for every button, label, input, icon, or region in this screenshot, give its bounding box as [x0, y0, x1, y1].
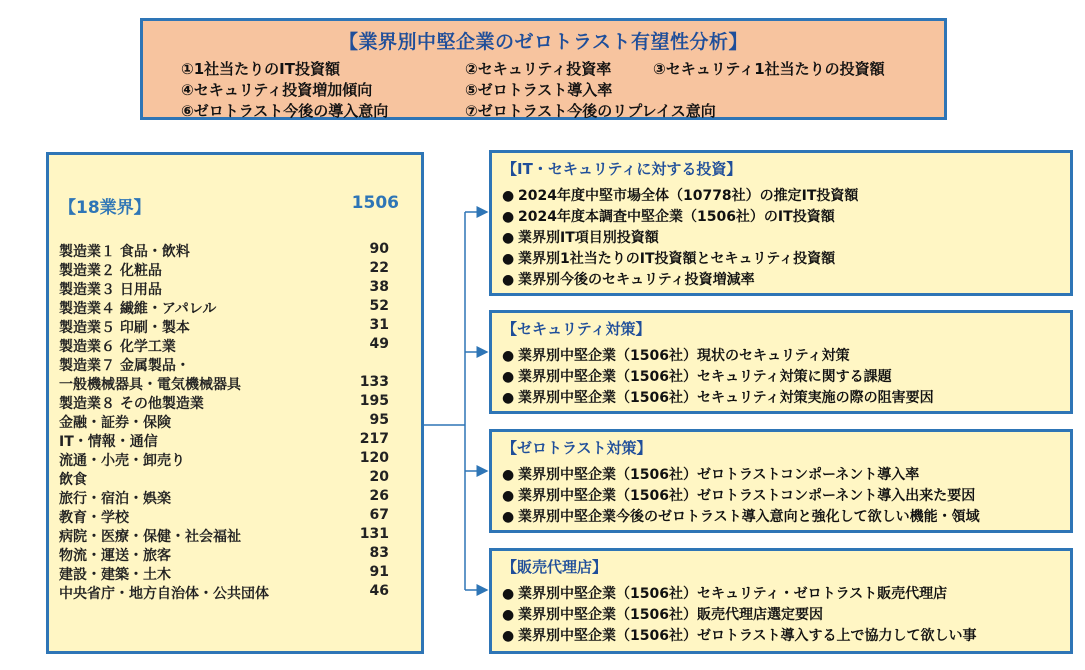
industry-name: 物流・運送・旅客: [59, 548, 171, 564]
metric-3: ③セキュリティ1社当たりの投資額: [653, 60, 885, 78]
industry-row: [59, 336, 389, 355]
industry-name: 一般機械器具・電気機械器具: [59, 377, 241, 393]
category-title: 【ゼロトラスト対策】: [502, 439, 652, 457]
industry-row: [59, 545, 389, 564]
industry-row: [59, 469, 389, 488]
category-item: ● 2024年度本調査中堅企業（1506社）のIT投資額: [502, 209, 835, 225]
industry-name: 製造業２ 化粧品: [59, 263, 162, 279]
industry-row: [59, 241, 389, 260]
industry-name: 製造業６ 化学工業: [59, 339, 176, 355]
bullet-icon: ●: [502, 390, 515, 406]
category-item: ● 業界別IT項目別投資額: [502, 230, 659, 246]
industry-count: 120: [359, 450, 389, 466]
industry-name: 製造業５ 印刷・製本: [59, 320, 190, 336]
industry-count: 52: [369, 298, 389, 314]
bullet-icon: ●: [502, 348, 515, 364]
metric-4: ④セキュリティ投資増加傾向: [181, 81, 373, 99]
metric-1: ①1社当たりのIT投資額: [181, 60, 340, 78]
category-investment-box: [489, 150, 1073, 296]
metric-6: ⑥ゼロトラスト今後の導入意向: [181, 102, 389, 120]
industry-row: [59, 488, 389, 507]
industry-name: IT・情報・通信: [59, 434, 158, 450]
industry-name: 病院・医療・保健・社会福祉: [59, 529, 241, 545]
industry-name: 旅行・宿泊・娯楽: [59, 491, 171, 507]
industry-row: [59, 526, 389, 545]
category-item: ● 業界別中堅企業（1506社）セキュリティ対策実施の際の阻害要因: [502, 390, 934, 406]
industry-count: 38: [369, 279, 389, 295]
industries-heading: 【18業界】: [59, 198, 151, 218]
industry-name: 製造業４ 繊維・アパレル: [59, 301, 217, 317]
industry-name: 金融・証券・保険: [59, 415, 171, 431]
metric-5: ⑤ゼロトラスト導入率: [465, 81, 613, 99]
industry-count: 26: [369, 488, 389, 504]
industry-name: 教育・学校: [59, 510, 129, 526]
industry-count: 131: [359, 526, 389, 542]
category-item: ● 業界別中堅企業（1506社）現状のセキュリティ対策: [502, 348, 850, 364]
industry-name: 中央省庁・地方自治体・公共団体: [59, 586, 269, 602]
industry-count: 95: [369, 412, 389, 428]
industry-name: 製造業１ 食品・飲料: [59, 244, 190, 260]
industry-row: [59, 374, 389, 393]
bullet-icon: ●: [502, 628, 515, 644]
industry-count: 133: [359, 374, 389, 390]
category-security-box: [489, 310, 1073, 414]
industry-row: [59, 393, 389, 412]
category-item: ● 業界別中堅企業今後のゼロトラスト導入意向と強化して欲しい機能・領域: [502, 509, 980, 525]
bullet-icon: ●: [502, 488, 515, 504]
industries-box: [46, 152, 424, 654]
industry-row: [59, 450, 389, 469]
category-reseller-box: [489, 548, 1073, 654]
category-item: ● 業界別1社当たりのIT投資額とセキュリティ投資額: [502, 251, 836, 267]
industry-count: 49: [369, 336, 389, 352]
category-title: 【セキュリティ対策】: [502, 320, 651, 338]
category-item: ● 業界別中堅企業（1506社）セキュリティ・ゼロトラスト販売代理店: [502, 586, 948, 602]
industry-name: 製造業８ その他製造業: [59, 396, 204, 412]
industry-row: [59, 583, 389, 602]
industry-count: 67: [369, 507, 389, 523]
category-zerotrust-box: [489, 429, 1073, 533]
diagram-title: 【業界別中堅企業のゼロトラスト有望性分析】: [339, 31, 748, 53]
industry-row: [59, 431, 389, 450]
industry-row: [59, 355, 389, 374]
industry-name: 飲食: [59, 472, 87, 488]
bullet-icon: ●: [502, 467, 515, 483]
bullet-icon: ●: [502, 209, 515, 225]
category-item: ● 業界別今後のセキュリティ投資増減率: [502, 272, 755, 288]
industry-name: 流通・小売・卸売り: [59, 453, 185, 469]
bullet-icon: ●: [502, 586, 515, 602]
category-item: ● 2024年度中堅市場全体（10778社）の推定IT投資額: [502, 188, 859, 204]
bullet-icon: ●: [502, 188, 515, 204]
industry-row: [59, 298, 389, 317]
industry-row: [59, 412, 389, 431]
industries-total: 1506: [351, 193, 399, 213]
metric-2: ②セキュリティ投資率: [465, 60, 612, 78]
category-item: ● 業界別中堅企業（1506社）販売代理店選定要因: [502, 607, 823, 623]
bullet-icon: ●: [502, 272, 515, 288]
industry-row: [59, 317, 389, 336]
industry-count: 83: [369, 545, 389, 561]
industry-count: 90: [369, 241, 389, 257]
bullet-icon: ●: [502, 230, 515, 246]
metric-7: ⑦ゼロトラスト今後のリプレイス意向: [465, 102, 716, 120]
category-item: ● 業界別中堅企業（1506社）セキュリティ対策に関する課題: [502, 369, 892, 385]
industry-count: 195: [359, 393, 389, 409]
category-item: ● 業界別中堅企業（1506社）ゼロトラストコンポーネント導入率: [502, 467, 920, 483]
industry-row: [59, 564, 389, 583]
industry-count: 46: [369, 583, 389, 599]
category-item: ● 業界別中堅企業（1506社）ゼロトラスト導入する上で協力して欲しい事: [502, 628, 977, 644]
category-title: 【販売代理店】: [502, 558, 608, 576]
industry-name: 製造業３ 日用品: [59, 282, 162, 298]
industry-name: 製造業７ 金属製品・: [59, 358, 190, 374]
category-item: ● 業界別中堅企業（1506社）ゼロトラストコンポーネント導入出来た要因: [502, 488, 976, 504]
industry-count: 217: [359, 431, 389, 447]
industry-count: 31: [369, 317, 389, 333]
bullet-icon: ●: [502, 251, 515, 267]
bullet-icon: ●: [502, 607, 515, 623]
industry-name: 建設・建築・土木: [59, 567, 171, 583]
bullet-icon: ●: [502, 369, 515, 385]
industry-count: 91: [369, 564, 389, 580]
industry-row: [59, 260, 389, 279]
industry-row: [59, 279, 389, 298]
industry-count: 20: [369, 469, 389, 485]
category-title: 【IT・セキュリティに対する投資】: [502, 160, 742, 178]
industry-row: [59, 507, 389, 526]
bullet-icon: ●: [502, 509, 515, 525]
industry-count: 22: [369, 260, 389, 276]
